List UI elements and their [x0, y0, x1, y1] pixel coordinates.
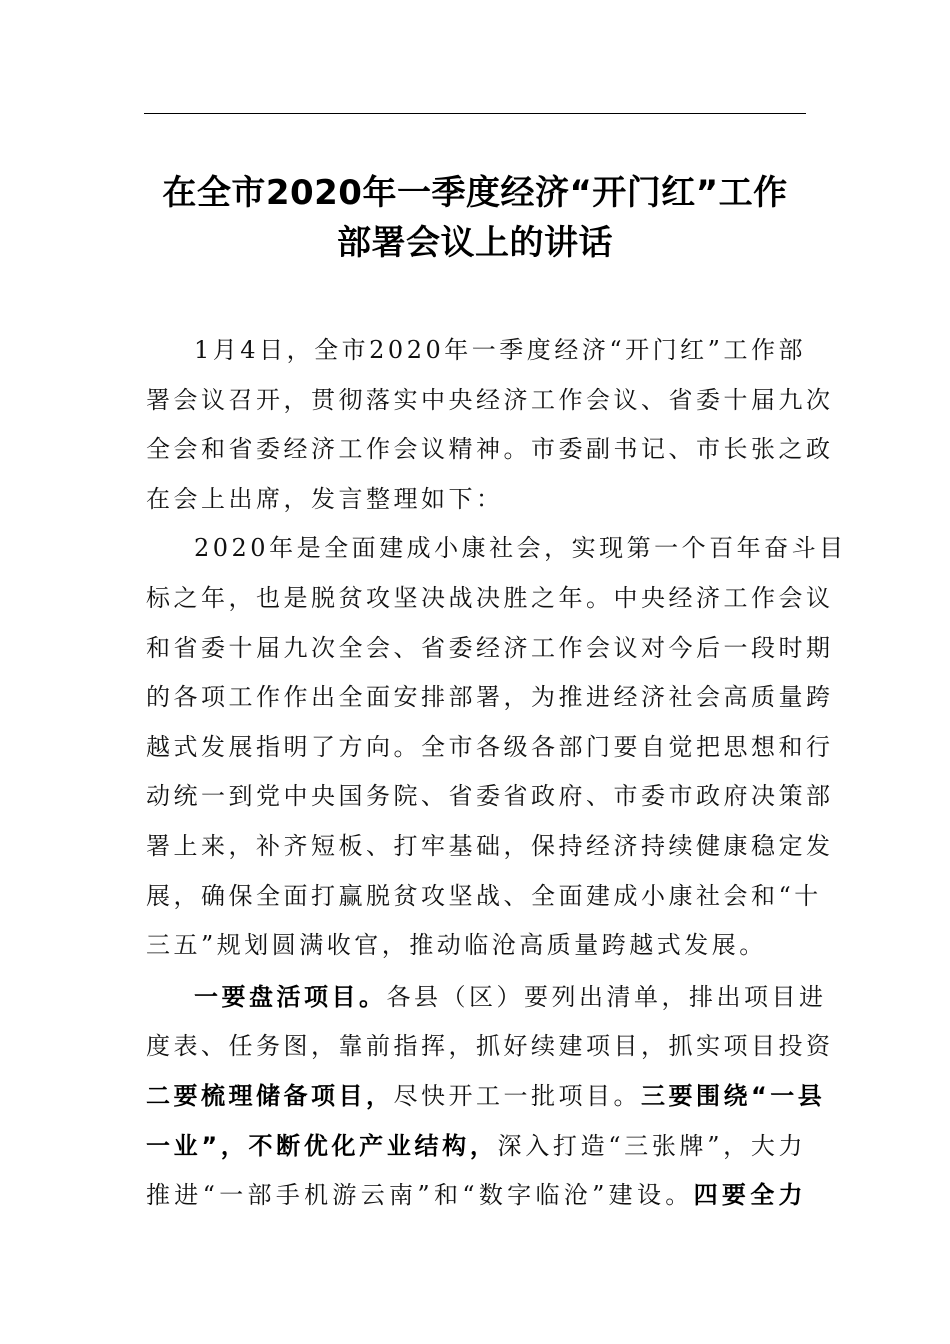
text-line: 在会上出席，发言整理如下：	[146, 484, 504, 513]
text-line: 标之年，也是脱贫攻坚决战决胜之年。中央经济工作会议	[146, 583, 834, 612]
text-line: 署会议召开，贯彻落实中央经济工作会议、省委十届九次	[146, 385, 834, 414]
title-line-1: 在全市2020年一季度经济“开门红”工作	[162, 173, 788, 213]
text-line: 1月4日，全市2020年一季度经济“开门红”工作部	[194, 336, 806, 364]
task-heading-1: 一要盘活项目。	[194, 982, 387, 1011]
text-line: 动统一到党中央国务院、省委省政府、市委市政府决策部	[146, 782, 834, 811]
text-line	[146, 1072, 826, 1122]
text-line	[146, 973, 827, 1023]
task-heading-4: 四要全力	[693, 1181, 807, 1210]
text-line: 越式发展指明了方向。全市各级各部门要自觉把思想和行	[146, 732, 834, 761]
paragraph-context	[146, 524, 847, 970]
header-rule	[144, 113, 806, 114]
text-line: 展，确保全面打赢脱贫攻坚战、全面建成小康社会和“十	[146, 881, 822, 910]
task-heading-3: 三要围绕“一县	[641, 1081, 826, 1110]
text-line: 的各项工作作出全面安排部署，为推进经济社会高质量跨	[146, 683, 834, 712]
text-line: 全会和省委经济工作会议精神。市委副书记、市长张之政	[146, 435, 834, 464]
document-body	[146, 326, 847, 1221]
text-line: 三五”规划圆满收官，推动临沧高质量跨越式发展。	[146, 931, 767, 960]
text-line	[146, 1171, 806, 1221]
paragraph-tasks	[146, 973, 834, 1221]
task-text: 深入打造“三张牌”，大力	[497, 1131, 806, 1160]
paragraph-intro	[146, 326, 834, 524]
document-title	[130, 168, 820, 268]
task-text: 各县（区）要列出清单，排出项目进	[386, 982, 827, 1011]
text-line: 和省委十届九次全会、省委经济工作会议对今后一段时期	[146, 633, 834, 662]
text-line: 署上来，补齐短板、打牢基础，保持经济持续健康稳定发	[146, 831, 834, 860]
text-line	[146, 1122, 806, 1172]
task-text: 尽快开工一批项目。	[393, 1081, 641, 1110]
task-heading-2: 二要梳理储备项目，	[146, 1081, 394, 1110]
title-line-2: 部署会议上的讲话	[337, 223, 613, 263]
text-line: 2020年是全面建成小康社会，实现第一个百年奋斗目	[194, 534, 847, 563]
task-heading-3-cont: 一业”，不断优化产业结构，	[146, 1131, 498, 1160]
text-line: 度表、任务图，靠前指挥，抓好续建项目，抓实项目投资	[146, 1032, 834, 1061]
task-text: 推进“一部手机游云南”和“数字临沧”建设。	[146, 1181, 694, 1210]
